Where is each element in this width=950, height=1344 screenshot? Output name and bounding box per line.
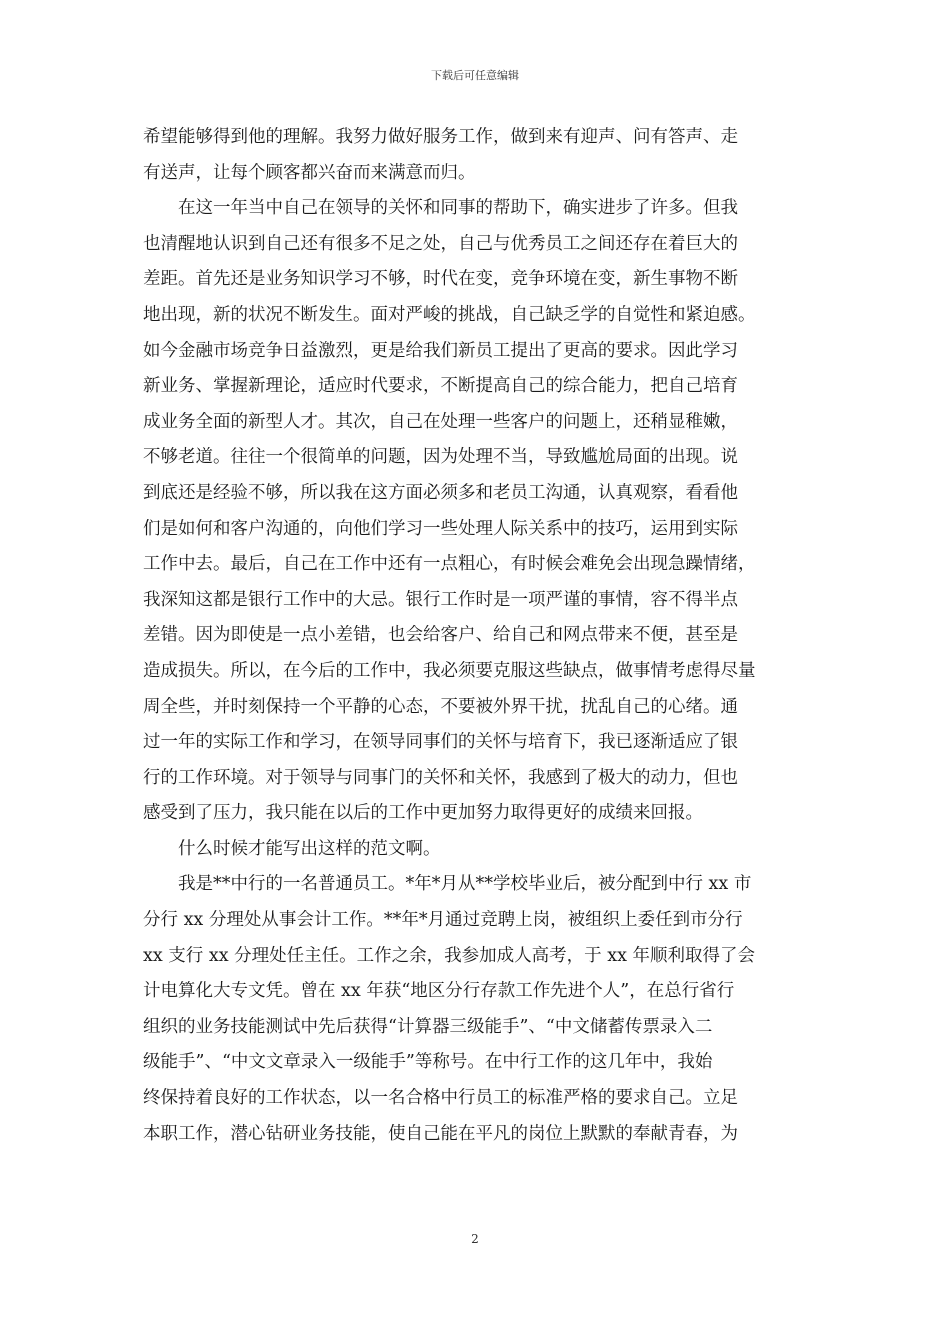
text-line: 本职工作，潜心钻研业务技能，使自己能在平凡的岗位上默默的奉献青春，为 [143,1123,738,1144]
text-line: 终保持着良好的工作状态，以一名合格中行员工的标准严格的要求自己。立足 [143,1088,738,1109]
text-line: 在这一年当中自己在领导的关怀和同事的帮助下，确实进步了许多。但我 [143,198,738,219]
text-line: 我深知这都是银行工作中的大忌。银行工作时是一项严谨的事情，容不得半点 [143,589,738,610]
text-line: 什么时候才能写出这样的范文啊。 [143,838,441,859]
document-body [143,120,808,1152]
text-line: 有送声，让每个顾客都兴奋而来满意而归。 [143,162,476,183]
text-line: 们是如何和客户沟通的，向他们学习一些处理人际关系中的技巧，运用到实际 [143,518,738,539]
text-line: 工作中去。最后，自己在工作中还有一点粗心，有时候会难免会出现急躁情绪， [143,554,756,575]
text-line: 周全些，并时刻保持一个平静的心态，不要被外界干扰，扰乱自己的心绪。通 [143,696,738,717]
text-line: 感受到了压力，我只能在以后的工作中更加努力取得更好的成绩来回报。 [143,803,703,824]
paragraph [143,867,808,1152]
text-line: 也清醒地认识到自己还有很多不足之处，自己与优秀员工之间还存在着巨大的 [143,233,738,254]
text-line: 差距。首先还是业务知识学习不够，时代在变，竞争环境在变，新生事物不断 [143,269,738,290]
text-line: 计电算化大专文凭。曾在 xx 年获“地区分行存款工作先进个人”，在总行省行 [143,981,735,1002]
paragraph [143,120,808,191]
text-line: xx 支行 xx 分理处任主任。工作之余，我参加成人高考，于 xx 年顺利取得了会 [143,945,756,966]
text-line: 组织的业务技能测试中先后获得“计算器三级能手”、“中文储蓄传票录入二 [143,1016,713,1037]
text-line: 到底还是经验不够，所以我在这方面必须多和老员工沟通，认真观察，看看他 [143,482,738,503]
paragraph [143,832,808,868]
text-line: 我是**中行的一名普通员工。*年*月从**学校毕业后，被分配到中行 xx 市 [143,874,752,895]
paragraph [143,191,808,832]
text-line: 行的工作环境。对于领导与同事门的关怀和关怀，我感到了极大的动力，但也 [143,767,738,788]
page-number: 2 [471,1232,479,1246]
text-line: 差错。因为即使是一点小差错，也会给客户、给自己和网点带来不便，甚至是 [143,625,738,646]
page-header [0,67,950,83]
header-text: 下载后可任意编辑 [431,69,519,82]
text-line: 新业务、掌握新理论，适应时代要求，不断提高自己的综合能力，把自己培育 [143,376,738,397]
text-line: 地出现，新的状况不断发生。面对严峻的挑战，自己缺乏学的自觉性和紧迫感。 [143,304,756,325]
text-line: 如今金融市场竞争日益激烈，更是给我们新员工提出了更高的要求。因此学习 [143,340,738,361]
text-line: 成业务全面的新型人才。其次，自己在处理一些客户的问题上，还稍显稚嫩， [143,411,738,432]
text-line: 不够老道。往往一个很简单的问题，因为处理不当，导致尴尬局面的出现。说 [143,447,738,468]
text-line: 级能手”、“中文文章录入一级能手”等称号。在中行工作的这几年中，我始 [143,1052,713,1073]
text-line: 造成损失。所以，在今后的工作中，我必须要克服这些缺点，做事情考虑得尽量 [143,660,756,681]
text-line: 过一年的实际工作和学习，在领导同事们的关怀与培育下，我已逐渐适应了银 [143,732,738,753]
text-line: 分行 xx 分理处从事会计工作。**年*月通过竞聘上岗，被组织上委任到市分行 [143,910,743,931]
page-footer [0,1232,950,1246]
text-line: 希望能够得到他的理解。我努力做好服务工作，做到来有迎声、问有答声、走 [143,127,738,147]
